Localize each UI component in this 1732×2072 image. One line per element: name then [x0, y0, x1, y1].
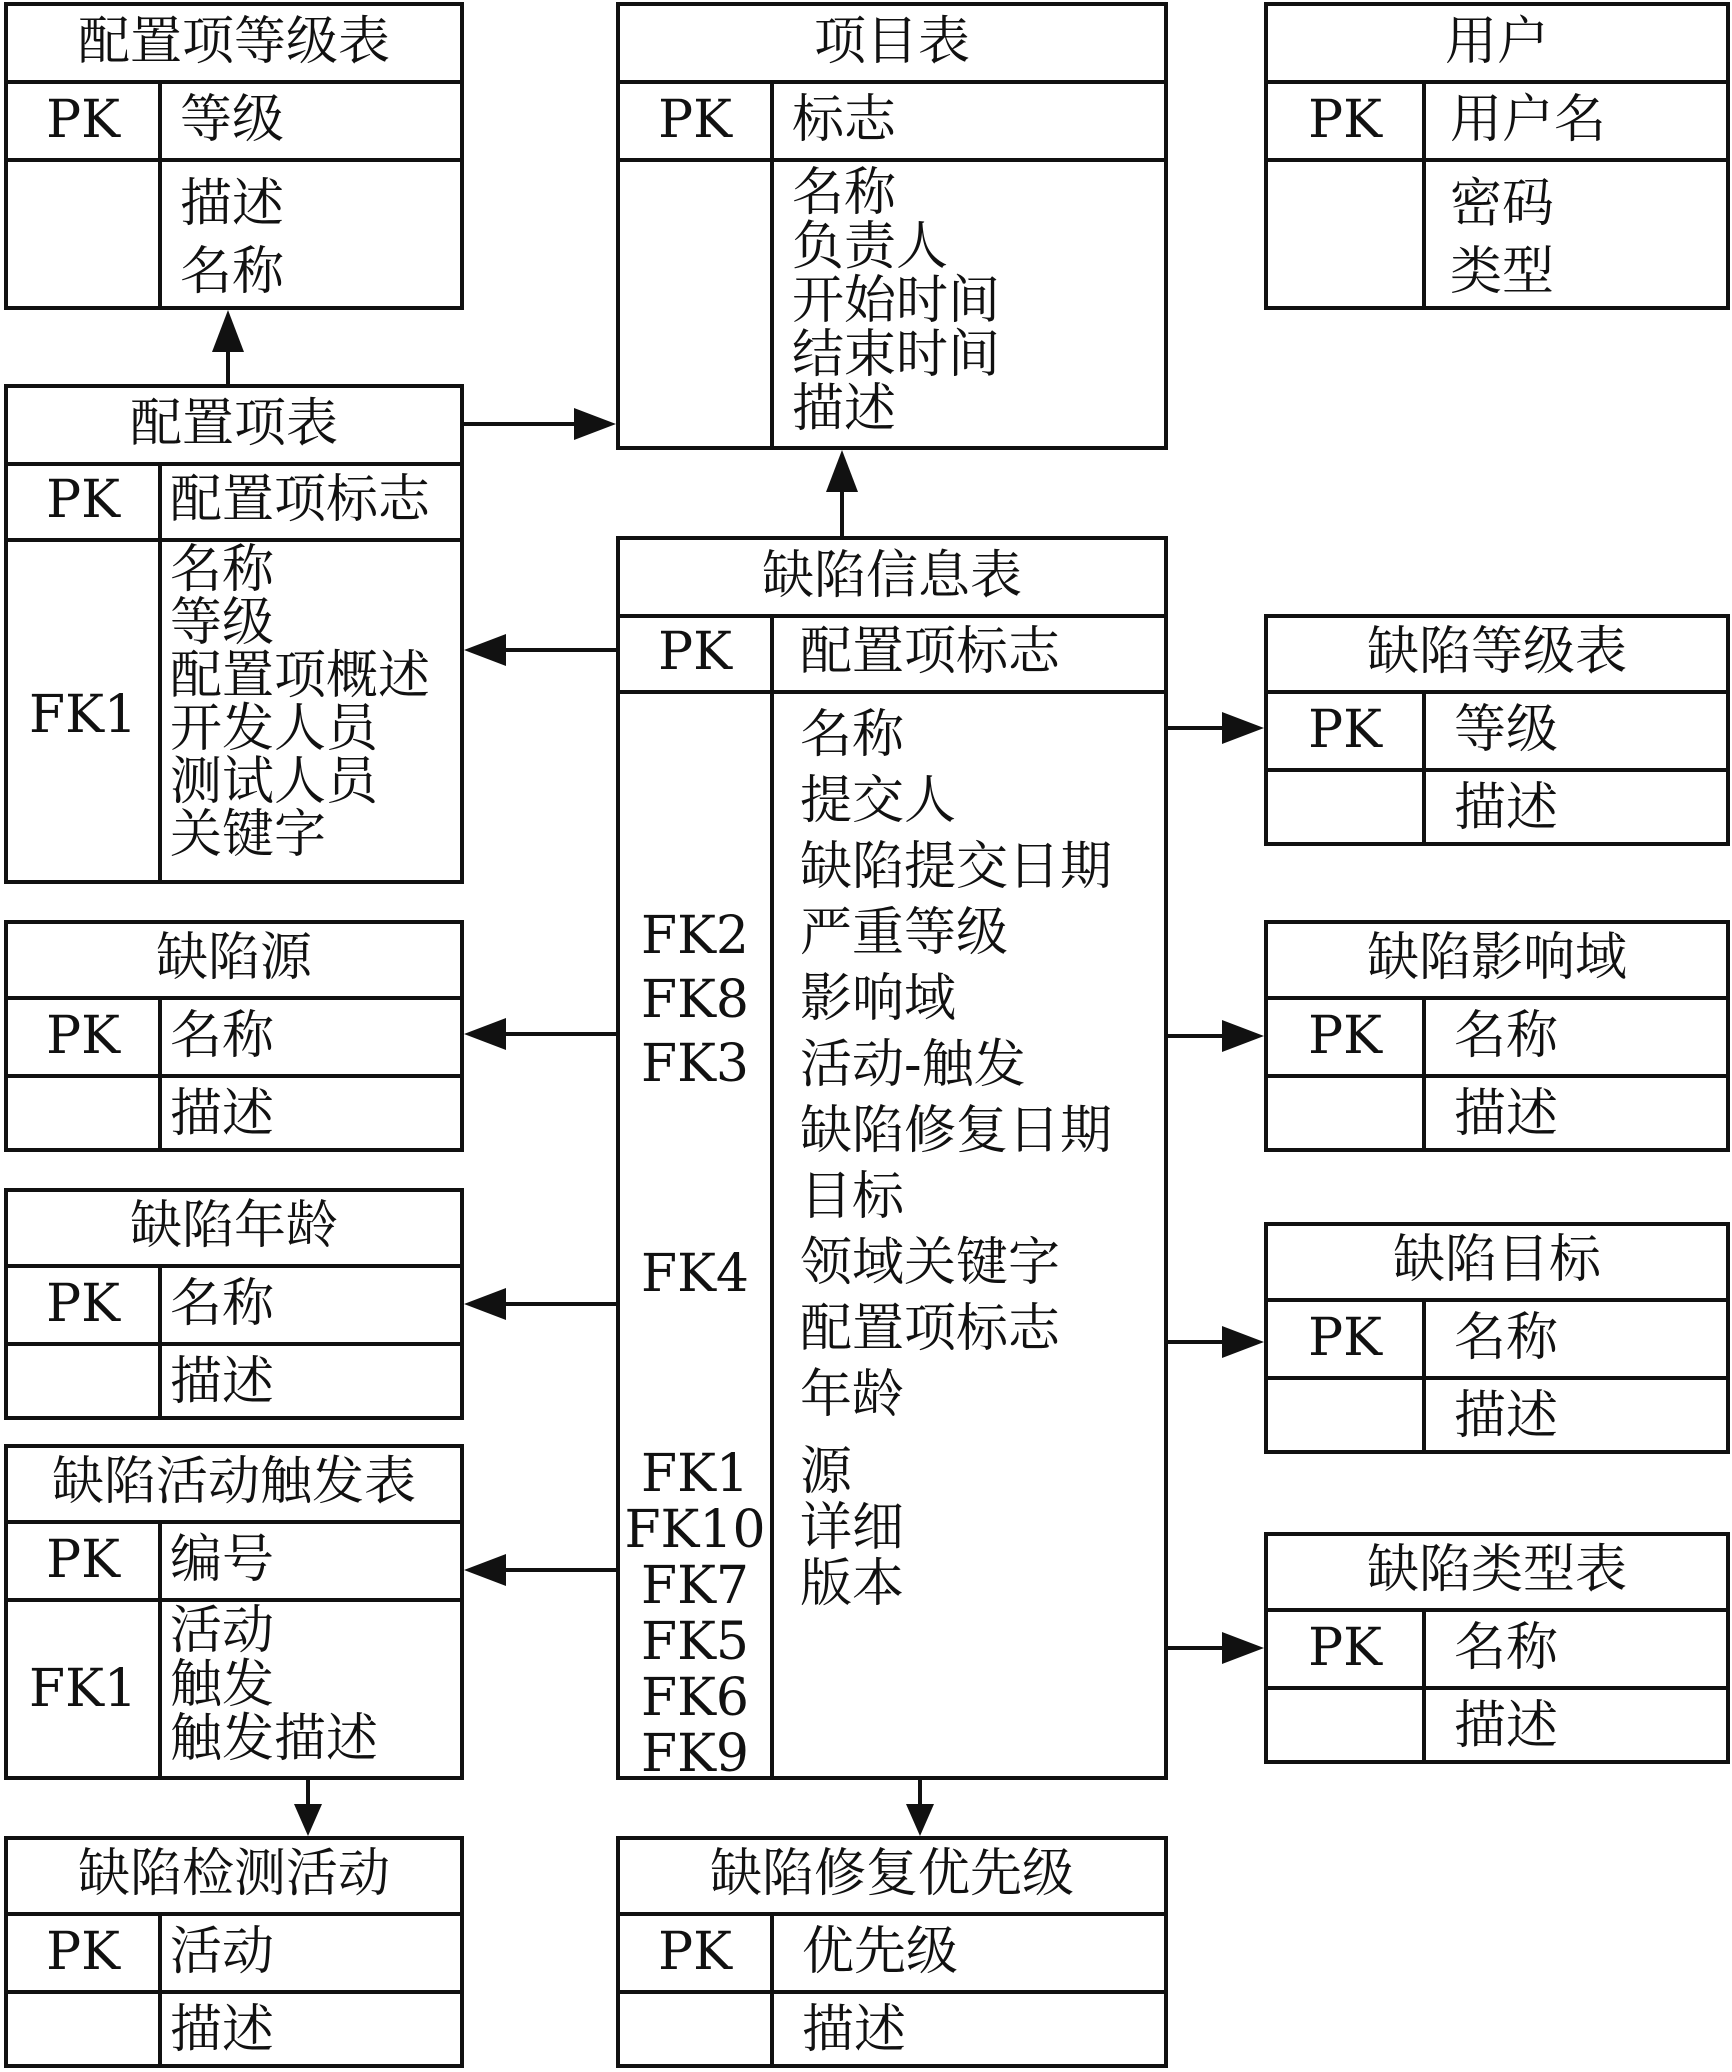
fk-label: FK9 — [640, 1724, 749, 1784]
field: 描述 — [170, 1352, 275, 1412]
field: 名称 — [792, 163, 897, 223]
pk-label: PK — [658, 622, 732, 682]
field: 描述 — [802, 2000, 907, 2060]
field: 名称 — [800, 705, 905, 765]
pk-field: 编号 — [170, 1530, 275, 1590]
pk-label: PK — [1308, 1006, 1382, 1066]
arrowhead-icon — [294, 1804, 322, 1836]
field: 描述 — [792, 379, 897, 439]
fk-label: FK8 — [640, 970, 749, 1030]
arrowhead-icon — [212, 310, 244, 352]
table-title: 配置项等级表 — [77, 12, 390, 72]
field: 密码 — [1450, 174, 1555, 234]
fk-label: FK7 — [640, 1556, 749, 1616]
field: 提交人 — [800, 771, 957, 831]
arrowhead-icon — [464, 1018, 506, 1050]
table-title: 缺陷检测活动 — [77, 1844, 390, 1904]
field: 版本 — [800, 1554, 905, 1614]
pk-field: 等级 — [1454, 700, 1559, 760]
field: 年龄 — [800, 1365, 905, 1425]
field: 结束时间 — [792, 325, 1001, 385]
pk-field: 配置项标志 — [800, 622, 1061, 682]
field: 源 — [800, 1442, 853, 1502]
fk-label-item: FK1 — [28, 685, 137, 745]
fk-label: FK1 — [640, 1444, 749, 1504]
pk-field: 活动 — [170, 1922, 275, 1982]
table-title: 缺陷修复优先级 — [709, 1844, 1074, 1904]
pk-label: PK — [1308, 90, 1382, 150]
pk-field: 名称 — [170, 1274, 275, 1334]
field: 名称 — [180, 242, 285, 302]
pk-label: PK — [46, 1006, 120, 1066]
table-title: 用户 — [1444, 12, 1549, 72]
pk-label: PK — [1308, 1618, 1382, 1678]
table-title: 缺陷类型表 — [1366, 1540, 1627, 1600]
arrowhead-icon — [906, 1804, 934, 1836]
pk-field: 用户名 — [1450, 90, 1607, 150]
field: 描述 — [1454, 1386, 1559, 1446]
field: 名称 — [170, 540, 275, 600]
pk-label: PK — [46, 1274, 120, 1334]
fk-label: FK6 — [640, 1668, 749, 1728]
field: 触发描述 — [170, 1709, 379, 1769]
field: 描述 — [1454, 778, 1559, 838]
pk-label: PK — [46, 1530, 120, 1590]
field: 影响域 — [800, 969, 957, 1029]
arrowhead-icon — [464, 1554, 506, 1586]
field: 描述 — [170, 2000, 275, 2060]
table-title: 缺陷年龄 — [129, 1196, 338, 1256]
pk-field: 等级 — [180, 90, 285, 150]
pk-field: 名称 — [1454, 1006, 1559, 1066]
field: 领域关键字 — [800, 1233, 1061, 1293]
arrowhead-icon — [464, 1288, 506, 1320]
table-title: 缺陷信息表 — [761, 546, 1022, 606]
fk-label: FK4 — [640, 1244, 749, 1304]
arrowhead-icon — [1222, 1632, 1264, 1664]
pk-label: PK — [1308, 1308, 1382, 1368]
pk-label: PK — [658, 1922, 732, 1982]
fk-label: FK5 — [640, 1612, 749, 1672]
fk-label: FK10 — [624, 1500, 766, 1560]
field: 描述 — [180, 174, 285, 234]
field: 等级 — [170, 593, 275, 653]
arrowhead-icon — [574, 408, 616, 440]
field: 描述 — [170, 1084, 275, 1144]
field: 开发人员 — [170, 699, 379, 759]
field: 触发 — [170, 1655, 275, 1715]
field: 配置项标志 — [800, 1299, 1061, 1359]
field: 测试人员 — [170, 752, 379, 812]
field: 详细 — [800, 1498, 905, 1558]
arrowhead-icon — [1222, 712, 1264, 744]
table-title: 缺陷活动触发表 — [51, 1452, 416, 1512]
fk-label: FK3 — [640, 1034, 749, 1094]
arrowhead-icon — [1222, 1326, 1264, 1358]
field: 关键字 — [170, 805, 327, 865]
field: 类型 — [1450, 242, 1555, 302]
table-title: 缺陷等级表 — [1366, 622, 1627, 682]
field: 目标 — [800, 1167, 905, 1227]
pk-label: PK — [46, 90, 120, 150]
field: 描述 — [1454, 1084, 1559, 1144]
arrowhead-icon — [464, 634, 506, 666]
fk-label-item: FK1 — [28, 1659, 137, 1719]
field: 配置项概述 — [170, 646, 431, 706]
pk-label: PK — [658, 90, 732, 150]
field: 负责人 — [792, 217, 949, 277]
pk-field: 标志 — [792, 90, 897, 150]
arrowhead-icon — [826, 450, 858, 492]
pk-field: 名称 — [1454, 1618, 1559, 1678]
field: 活动 — [170, 1601, 275, 1661]
table-title: 缺陷影响域 — [1366, 928, 1627, 988]
pk-label: PK — [1308, 700, 1382, 760]
field: 缺陷提交日期 — [800, 837, 1113, 897]
field: 缺陷修复日期 — [800, 1101, 1113, 1161]
pk-field: 名称 — [170, 1006, 275, 1066]
pk-field: 配置项标志 — [170, 470, 431, 530]
pk-field: 名称 — [1454, 1308, 1559, 1368]
pk-label: PK — [46, 470, 120, 530]
table-title: 项目表 — [813, 12, 970, 72]
table-title: 缺陷目标 — [1392, 1230, 1601, 1290]
field: 严重等级 — [800, 903, 1009, 963]
table-title: 缺陷源 — [155, 928, 312, 988]
arrowhead-icon — [1222, 1020, 1264, 1052]
fk-label: FK2 — [640, 906, 749, 966]
table-title: 配置项表 — [129, 394, 338, 454]
field: 活动-触发 — [800, 1035, 1026, 1095]
field: 描述 — [1454, 1696, 1559, 1756]
pk-field: 优先级 — [802, 1922, 959, 1982]
field: 开始时间 — [792, 271, 1001, 331]
pk-label: PK — [46, 1922, 120, 1982]
